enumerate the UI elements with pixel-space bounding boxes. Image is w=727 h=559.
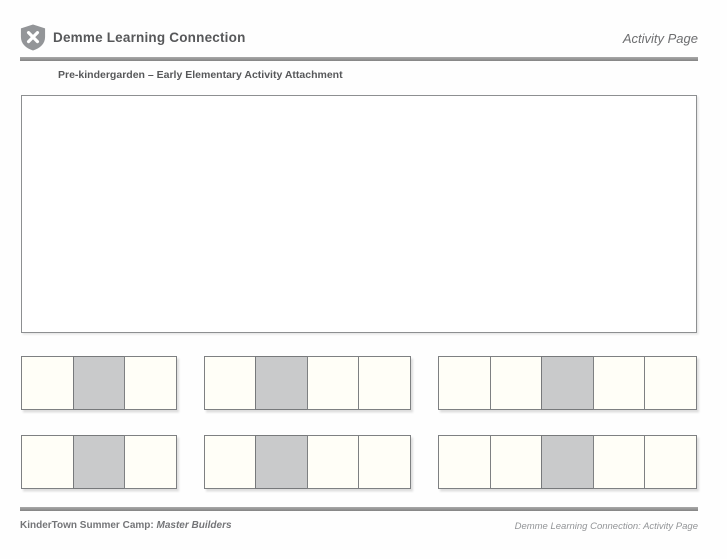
pattern-strip-row-2 bbox=[21, 435, 697, 489]
activity-drawing-area bbox=[21, 95, 697, 333]
pattern-strip bbox=[21, 356, 177, 410]
footer-camp-label: KinderTown Summer Camp: bbox=[20, 520, 157, 531]
pattern-cell bbox=[124, 356, 177, 410]
pattern-strip bbox=[438, 435, 697, 489]
pattern-cell bbox=[307, 435, 360, 489]
footer-camp-theme: Master Builders bbox=[156, 520, 232, 531]
pattern-cell-shaded bbox=[255, 435, 308, 489]
brand-title: Demme Learning Connection bbox=[53, 30, 246, 45]
pattern-cell bbox=[490, 356, 543, 410]
pattern-cell bbox=[644, 435, 697, 489]
pattern-strip bbox=[204, 435, 412, 489]
footer-left-text bbox=[20, 520, 232, 531]
page-type-label: Activity Page bbox=[622, 31, 698, 46]
shield-crossed-tools-icon bbox=[20, 23, 46, 52]
pattern-cell-shaded bbox=[541, 356, 594, 410]
pattern-cell bbox=[438, 356, 491, 410]
pattern-cell bbox=[358, 435, 411, 489]
pattern-cell-shaded bbox=[73, 356, 126, 410]
pattern-cell bbox=[644, 356, 697, 410]
footer-right-text: Demme Learning Connection: Activity Page bbox=[514, 521, 698, 532]
pattern-cell bbox=[21, 435, 74, 489]
pattern-cell bbox=[593, 356, 646, 410]
pattern-cell bbox=[490, 435, 543, 489]
pattern-cell bbox=[593, 435, 646, 489]
pattern-cell-shaded bbox=[541, 435, 594, 489]
header-divider bbox=[20, 57, 698, 61]
pattern-strip bbox=[204, 356, 412, 410]
pattern-strip bbox=[438, 356, 697, 410]
pattern-cell bbox=[204, 356, 257, 410]
activity-subtitle: Pre-kindergarden – Early Elementary Activity Attachment bbox=[58, 69, 343, 81]
pattern-cell bbox=[438, 435, 491, 489]
pattern-strip-row-1 bbox=[21, 356, 697, 410]
pattern-cell bbox=[21, 356, 74, 410]
pattern-cell-shaded bbox=[73, 435, 126, 489]
pattern-cell bbox=[124, 435, 177, 489]
pattern-cell bbox=[358, 356, 411, 410]
pattern-cell-shaded bbox=[255, 356, 308, 410]
footer-divider bbox=[20, 507, 698, 511]
pattern-strip bbox=[21, 435, 177, 489]
pattern-cell bbox=[204, 435, 257, 489]
pattern-cell bbox=[307, 356, 360, 410]
